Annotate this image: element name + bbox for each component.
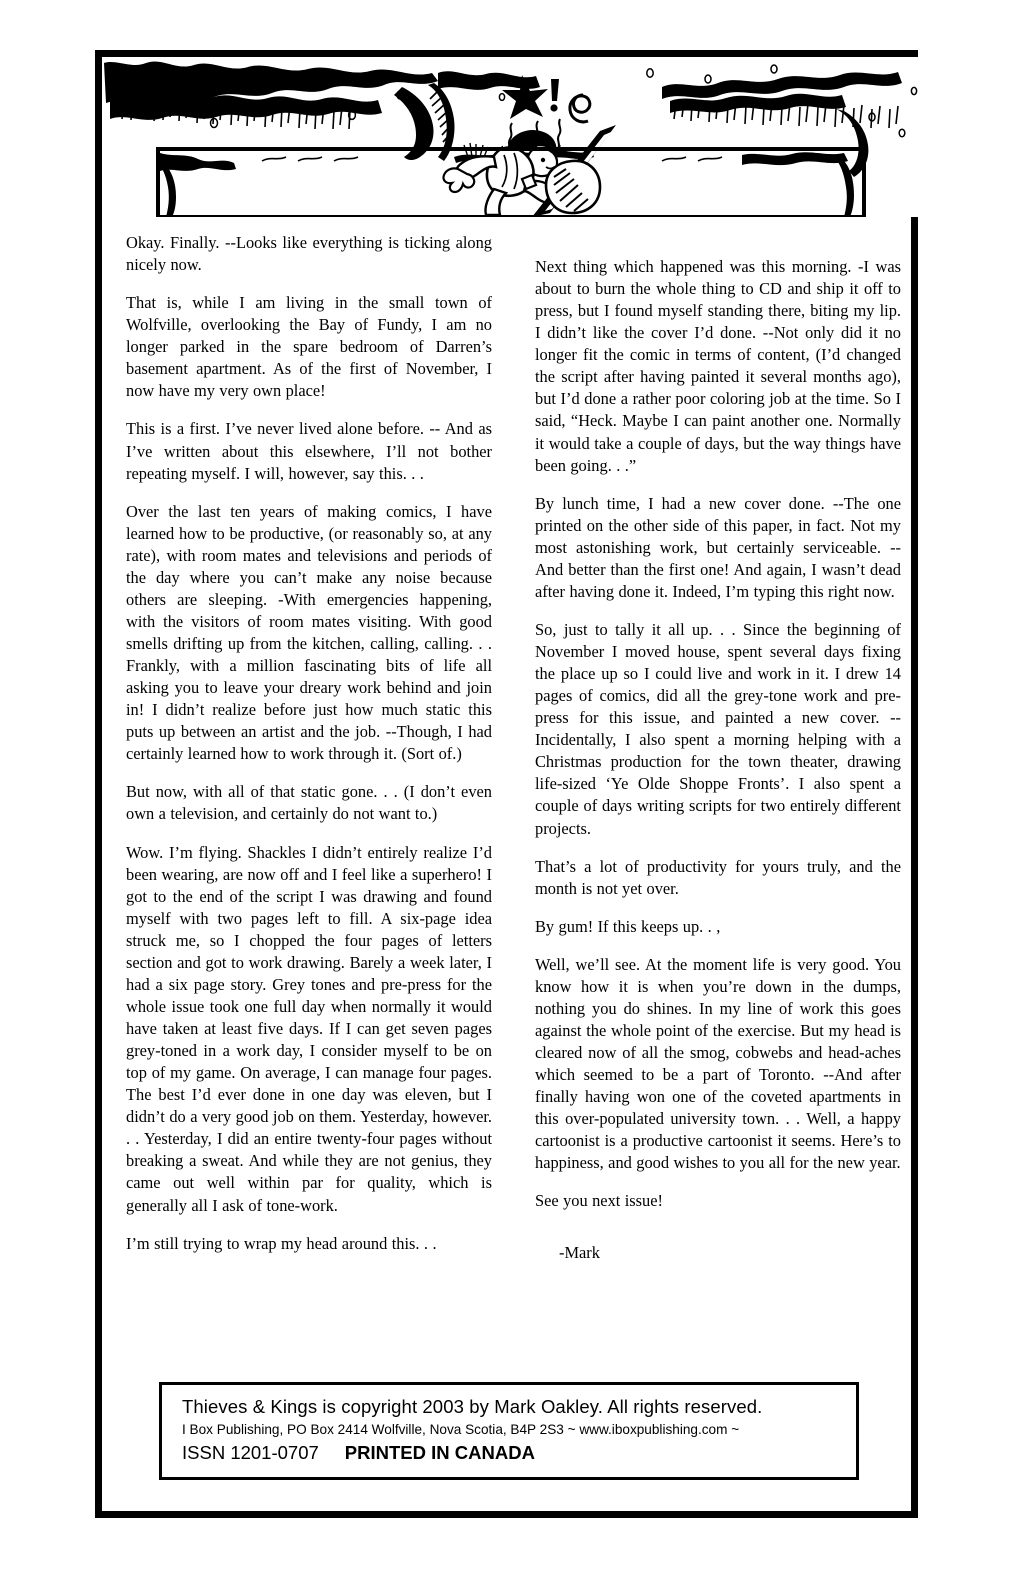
paragraph: By lunch time, I had a new cover done. --The one printed on the other side of this paper, in fact. Not my most astonishing work, but certainly serviceable. --And better than the first one! And again, I wasn’t dead after having done it. Indeed, I’m typing this right now. (535, 493, 901, 601)
copyright-box (159, 1382, 859, 1480)
boulder (546, 161, 600, 213)
paragraph: So, just to tally it all up. . . Since the beginning of November I moved house, spent several days fixing the place up so I could live and work in it. I drew 14 pages of comics, did all the grey-tone work and pre-press for this issue, and painted a new cover. --Incidentally, I also spent a morning helping with a Christmas production for the town theater, drawing life-sized ‘Ye Olde Shoppe Fronts’. I also spent a couple of days writing scripts for two entirely different projects. (535, 619, 901, 838)
page-border-frame (95, 50, 918, 1518)
right-text-column (535, 232, 901, 1265)
paragraph: Over the last ten years of making comics, I have learned how to be productive, (or reasonably so, at any rate), with room mates and televisions and periods of the day where you can’t make any noise because others are sleeping. -With emergencies happening, with the visitors of room mates visiting. With good smells drifting up from the kitchen, calling, calling. . . Frankly, with a million fascinating bits of life all asking you to leave your dreary work behind and join in! I didn’t realize before just how much static this puts up between an artist and the job. --Though, I had certainly learned how to work through it. (Sort of.) (126, 501, 492, 764)
paragraph: Wow. I’m flying. Shackles I didn’t entirely realize I’d been wearing, are now off and I feel like a superhero! I got to the end of the script I was drawing and found myself with two pages left to fill. A six-page idea struck me, so I chopped the four pages of letters section and got to work drawing. Barely a week later, I had a six page story. Grey tones and pre-press for the whole issue took one full day when normally it would have taken at least five days. If I can get seven pages grey-toned in a work day, I consider myself to be on top of my game. On average, I can manage four pages. The best I’d ever done in one day was eleven, but I didn’t do a very good job on them. Yesterday, however. . . Yesterday, I did an entire twenty-four pages without breaking a sweat. And while they are not genius, they came out well within par for quality, which is generally all I ask of tone-work. (126, 842, 492, 1215)
article-body (126, 232, 901, 1417)
paragraph: That is, while I am living in the small town of Wolfville, overlooking the Bay of Fundy, I am no longer parked in the spare bedroom of Darren’s basement apartment. As of the first of November, I now have my very own place! (126, 293, 492, 401)
paragraph: That’s a lot of productivity for yours truly, and the month is not yet over. (535, 856, 901, 898)
printed-in-canada: PRINTED IN CANADA (344, 1442, 535, 1464)
paragraph: But now, with all of that static gone. . . (I don’t even own a television, and certainly do not want to.) (126, 782, 492, 824)
paragraph: I’m still trying to wrap my head around this. . . (126, 1233, 437, 1253)
copyright-line: Thieves & Kings is copyright 2003 by Mark Oakley. All rights reserved. (182, 1396, 763, 1417)
paragraph: Well, we’ll see. At the moment life is very good. You know how it is when you’re down in the dumps, nothing you do shines. In my line of work this goes against the whole point of the exercise. But my head is cleared now of all the smog, cobwebs and head-aches which seemed to be a part of Toronto. --And after finally having won one of the coveted apartments in this over-populated university town. . . Well, a happy cartoonist is a productive cartoonist it seems. Here’s to happiness, and good wishes to you all for the new year. (535, 954, 901, 1173)
paragraph: See you next issue! (535, 1191, 663, 1211)
publisher-line: I Box Publishing, PO Box 2414 Wolfville, Nova Scotia, B4P 2S3 ~ www.iboxpublishing.com ~ (182, 1421, 740, 1437)
left-text-column (126, 232, 492, 1255)
comic-illustration-banner (102, 57, 925, 217)
paragraph: This is a first. I’ve never lived alone before. -- And as I’ve written about this elsewhere, I’ll not bother repeating myself. I will, however, say this. . . (126, 419, 492, 483)
issn-number: ISSN 1201-0707 (182, 1442, 319, 1464)
issn-and-printed-line (182, 1441, 856, 1465)
author-signature: -Mark (559, 1243, 600, 1263)
paragraph: Okay. Finally. --Looks like everything is ticking along nicely now. (126, 233, 492, 275)
paragraph: By gum! If this keeps up. . , (535, 916, 721, 936)
cliff-ledge-comic-svg (102, 57, 925, 217)
paragraph: Next thing which happened was this morning. -I was about to burn the whole thing to CD and ship it off to press, but I found myself standing there, biting my lip. I didn’t like the cover I’d done. --Not only did it no longer fit the comic in terms of content, (I’d changed the script after having painted it several months ago), but I’d done a rather poor coloring job at the time. So I said, “Heck. Maybe I can paint another one. Normally it would take a couple of days, but the way things have been going. . .” (535, 257, 901, 475)
